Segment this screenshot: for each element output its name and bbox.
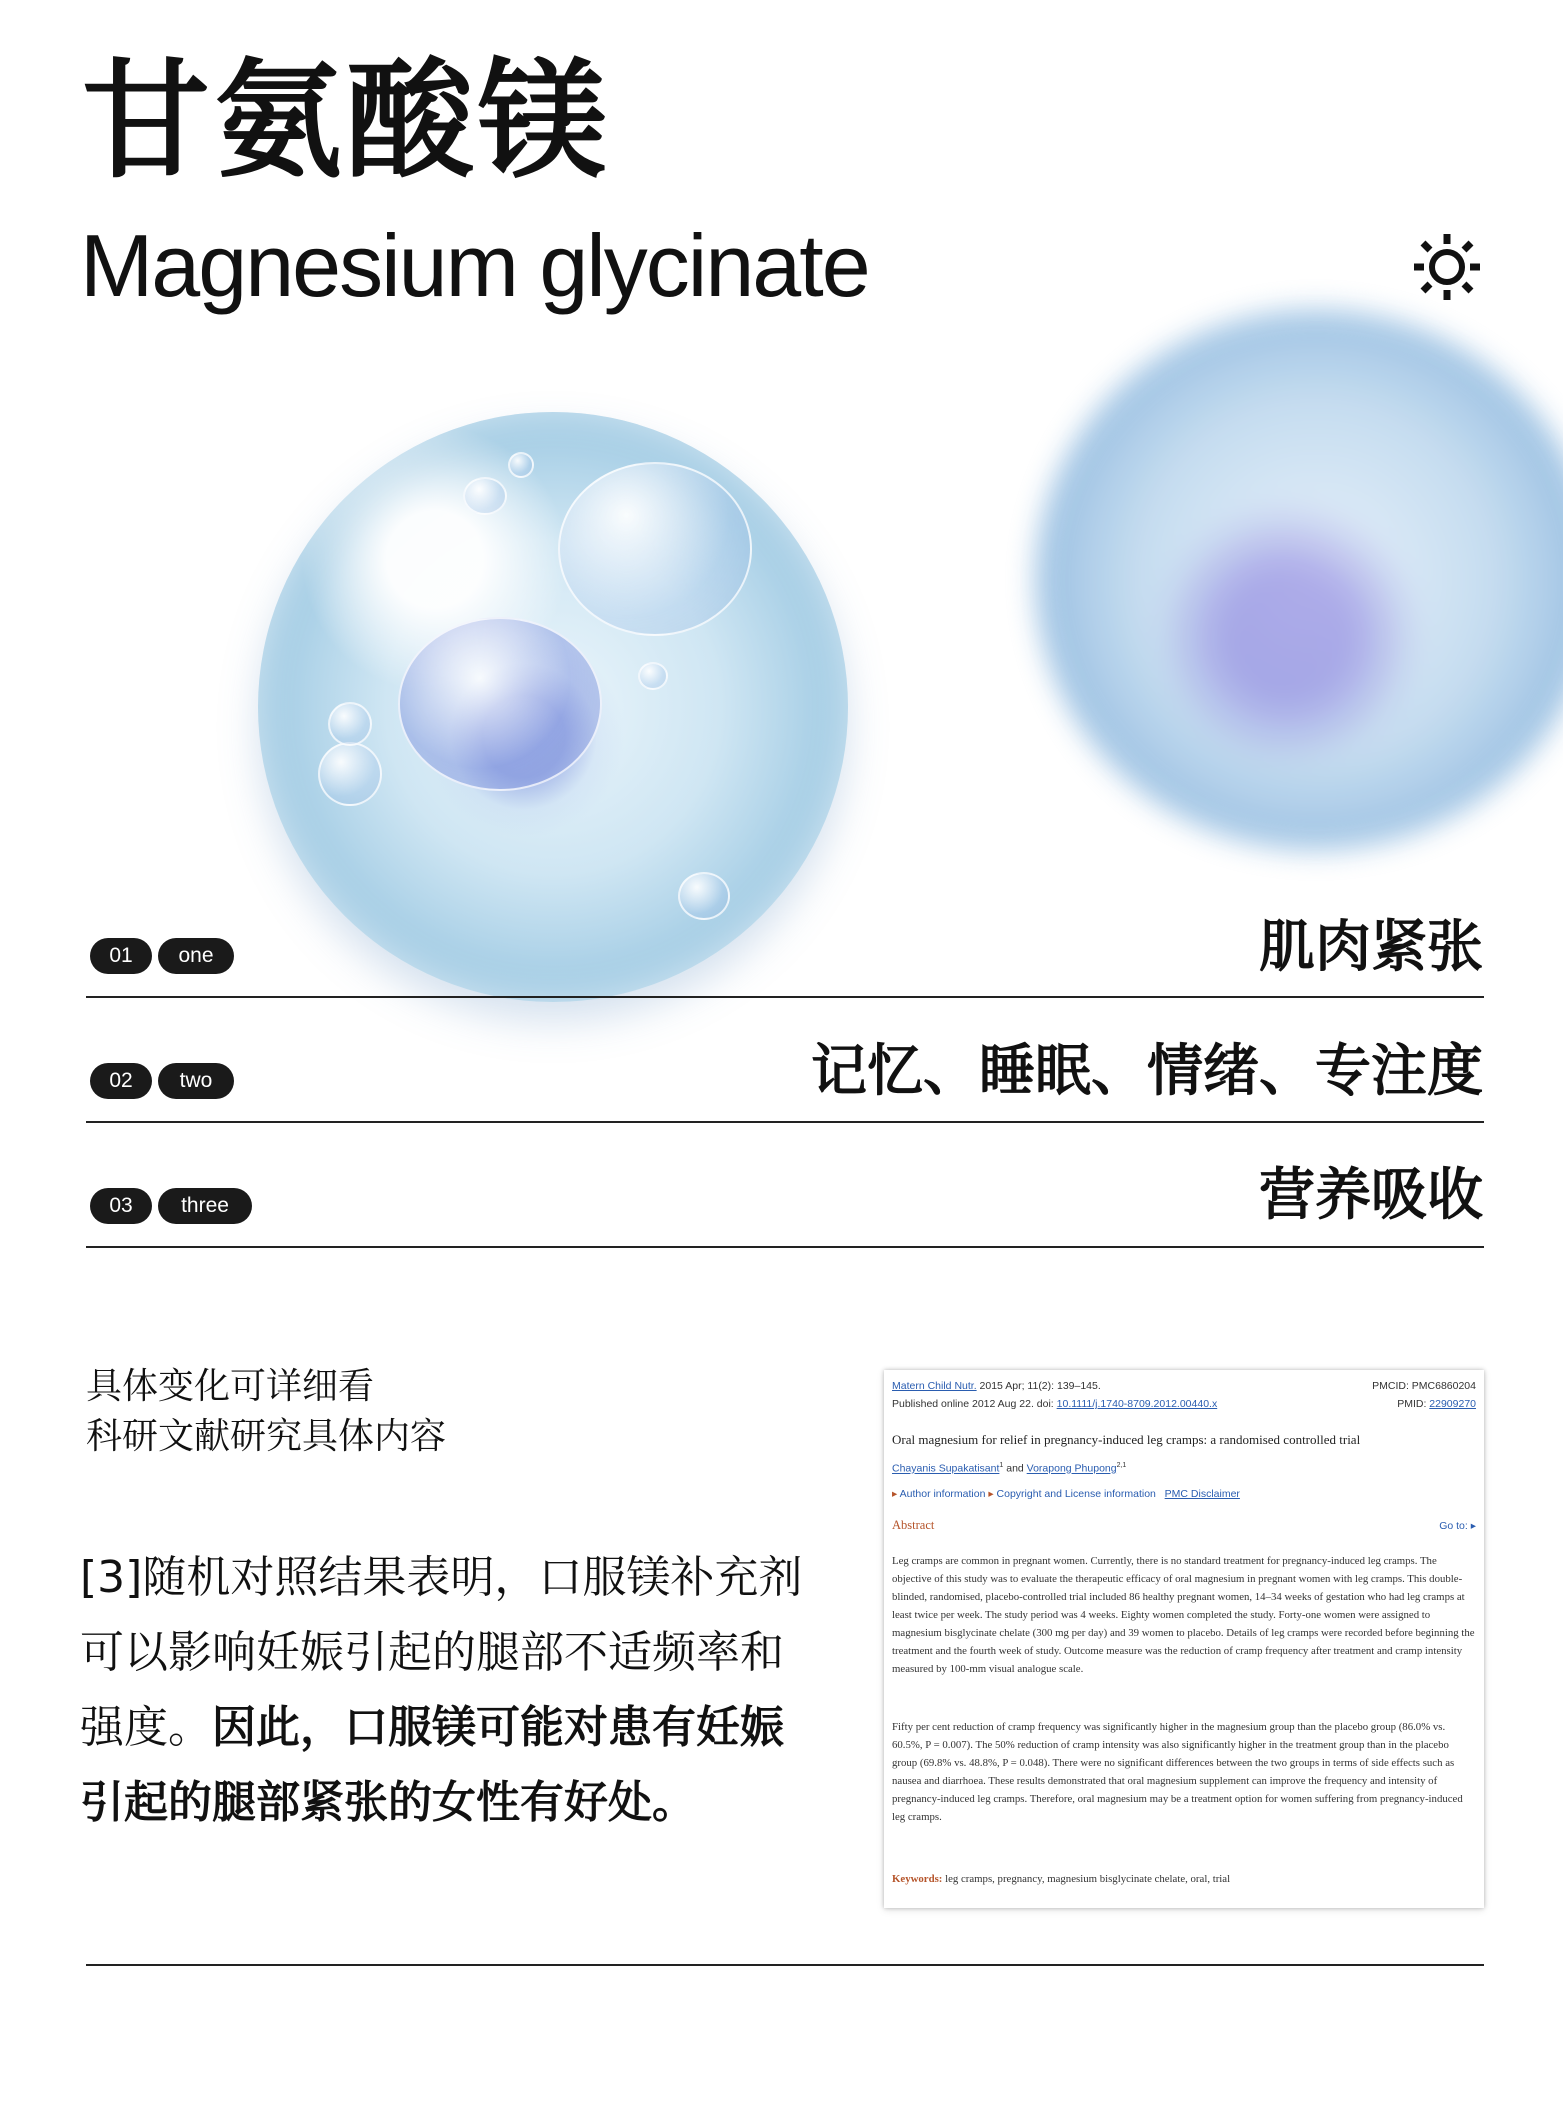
divider [86,1246,1484,1248]
small-bubble [328,702,372,746]
journal-link[interactable]: Matern Child Nutr. [892,1380,977,1392]
keywords-label: Keywords: [892,1873,943,1885]
pmid-link[interactable]: 22909270 [1429,1398,1476,1410]
abstract-heading: Abstract [892,1518,935,1532]
sun-icon [1412,232,1482,302]
small-bubble [463,477,507,515]
caret-icon: ▸ [892,1488,898,1500]
copyright-link[interactable]: Copyright and License information [996,1488,1156,1500]
abstract-paragraph: Fifty per cent reduction of cramp frequency was significantly higher in the magnesium group than the placebo group (86.0% vs. 60.5%, P = 0.007). The 50% reduction of cramp intensity was also significantly higher in the treatment group than in the placebo group (69.8% vs. 48.8%, P = 0.048). There were no significant differences between the two groups in terms of side effects such as nausea and diarrhoea. These results demonstrated that oral magnesium supplement can improve the frequency and intensity of pregnancy-induced leg cramps. Therefore, oral magnesium may be a treatment option for women suffering from pregnancy-induced leg cramps. [892,1721,1463,1823]
intro-line: 科研文献研究具体内容 [86,1416,447,1457]
pmid-label: PMID: [1397,1398,1430,1410]
info-links [892,1488,1240,1500]
author-sup: 1 [999,1462,1004,1469]
author-info-link[interactable]: Author information [899,1488,986,1500]
summary-bold-text: 因此，口服镁可能对患有妊娠引起的腿部紧张的女性有好处。 [80,1702,784,1828]
paper-screenshot [884,1370,1484,1908]
author-link[interactable]: Vorapong Phupong [1026,1462,1117,1475]
intro-text [86,1362,446,1462]
blurred-sphere-image [1036,310,1563,850]
divider [86,1121,1484,1123]
published-line [892,1398,1217,1410]
small-bubble [678,872,730,920]
row-word-pill: two [158,1063,234,1099]
doi-link[interactable]: 10.1111/j.1740-8709.2012.00440.x [1056,1398,1218,1410]
row-word-pill: one [158,938,234,974]
citation-text: 2015 Apr; 11(2): 139–145. [976,1380,1101,1392]
published-text: Published online 2012 Aug 22. doi: [892,1398,1057,1410]
row-word-pill: three [158,1188,252,1224]
caret-icon: ▸ [988,1488,994,1500]
row-number-pill: 02 [90,1063,152,1099]
divider [86,1964,1484,1966]
row-number-pill: 03 [90,1188,152,1224]
and-text: and [1003,1462,1027,1475]
author-link[interactable]: Chayanis Supakatisant [892,1462,1000,1475]
disclaimer-link[interactable]: PMC Disclaimer [1164,1488,1240,1500]
water-sphere-image [258,412,848,1002]
divider [86,996,1484,998]
page-title-english: Magnesium glycinate [80,216,869,315]
summary-normal-text: [3]随机对照结果表明，口服镁补充剂可以影响妊娠引起的腿部不适频率和强度。 [80,1552,803,1753]
small-bubble [638,662,668,690]
intro-line: 具体变化可详细看 [86,1366,375,1407]
row-heading: 营养吸收 [1259,1163,1483,1228]
abstract-paragraph: Leg cramps are common in pregnant women. Currently, there is no standard treatment for pregnancy-induced leg cramps. The objective of this study was to evaluate the therapeutic efficacy of oral magnesium in pregnant women with leg cramps. This double-blinded, randomised, placebo-controlled trial included 86 healthy pregnant women, 14–34 weeks of gestation who had leg cramps at least twice per week. The study period was 4 weeks. Eighty women completed the study. Forty-one women were assigned to magnesium bisglycinate chelate (300 mg per day) and 39 women to placebo. Details of leg cramps were recorded before beginning the treatment and the fourth week of study. Outcome measure was the reduction of cramp frequency after treatment and cramp intensity measured by 100-mm visual analogue scale. [892,1555,1475,1675]
small-bubble [508,452,534,478]
row-number-pill: 01 [90,938,152,974]
keywords [892,1870,1476,1888]
small-bubble [318,742,382,806]
summary-paragraph [80,1540,820,1840]
large-bubble [558,462,752,636]
row-heading: 肌肉紧张 [1259,915,1483,980]
row-heading: 记忆、睡眠、情绪、专注度 [811,1039,1483,1104]
center-bubble [398,617,602,791]
pmid-line [1397,1398,1476,1410]
goto-link[interactable]: Go to: ▸ [1439,1520,1476,1532]
keywords-text: leg cramps, pregnancy, magnesium bisglycinate chelate, oral, trial [942,1873,1231,1885]
paper-citation [892,1380,1101,1392]
author-sup: 2,1 [1116,1462,1127,1469]
authors [892,1462,1126,1475]
pmcid: PMCID: PMC6860204 [1372,1380,1476,1392]
page-title-chinese: 甘氨酸镁 [82,47,611,196]
paper-title: Oral magnesium for relief in pregnancy-induced leg cramps: a randomised controlled trial [892,1432,1361,1447]
